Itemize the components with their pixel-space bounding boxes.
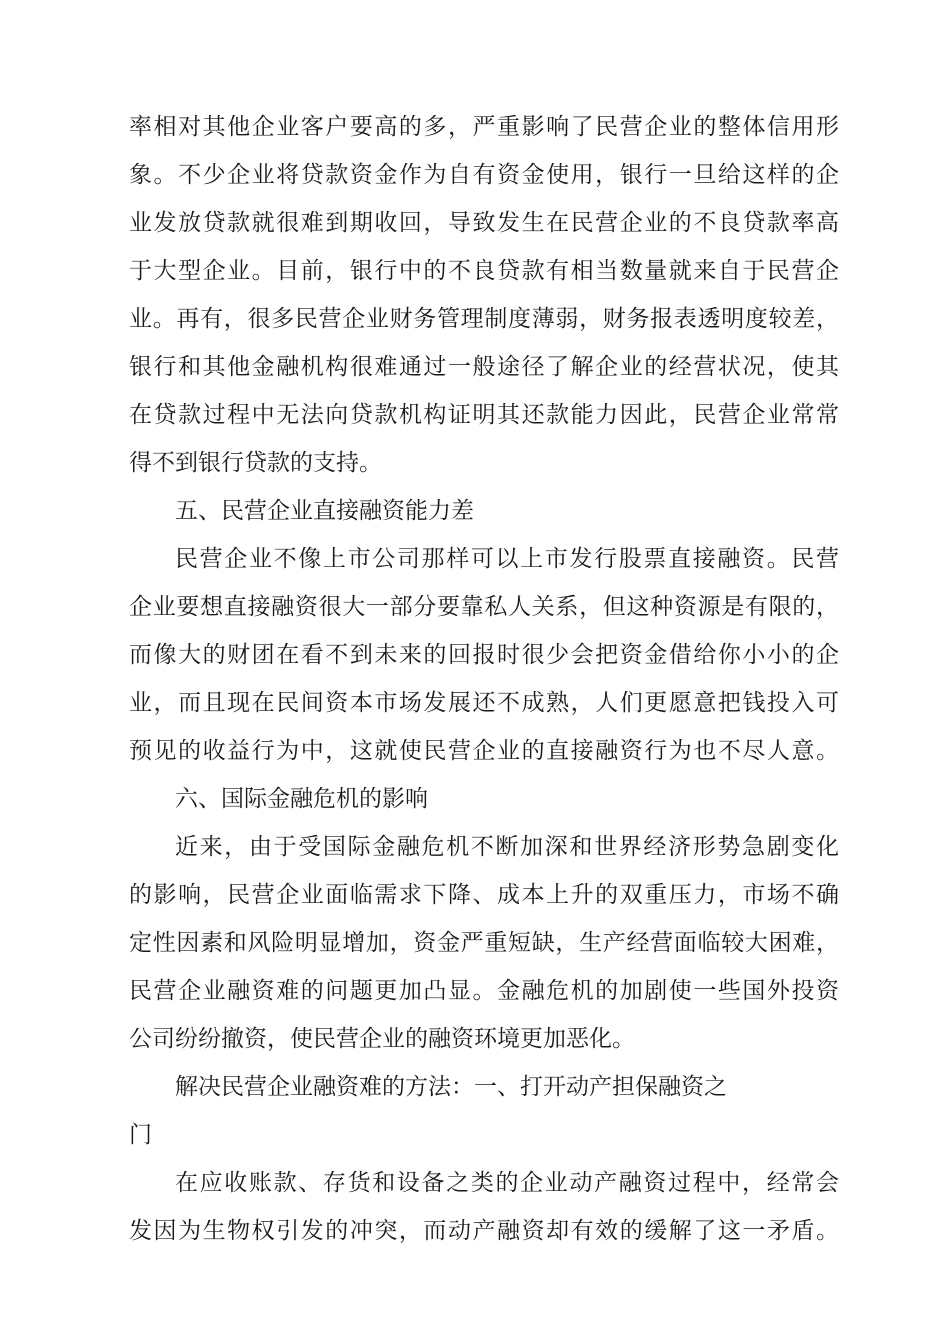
text-line-5: 业。再有，很多民营企业财务管理制度薄弱，财务报表透明度较差， xyxy=(129,306,839,332)
text-line-12: 而像大的财团在看不到未来的回报时很少会把资金借给你小小的企 xyxy=(129,642,839,668)
text-line-18: 定性因素和风险明显增加，资金严重短缺，生产经营面临较大困难， xyxy=(129,930,839,956)
text-line-6: 银行和其他金融机构很难通过一般途径了解企业的经营状况，使其 xyxy=(129,354,839,380)
text-line-7: 在贷款过程中无法向贷款机构证明其还款能力因此，民营企业常常 xyxy=(129,402,839,428)
text-line-14: 预见的收益行为中，这就使民营企业的直接融资行为也不尽人意。 xyxy=(129,738,839,764)
section-heading-solutions: 解决民营企业融资难的方法：一、打开动产担保融资之 xyxy=(175,1074,727,1100)
text-line-11: 企业要想直接融资很大一部分要靠私人关系，但这种资源是有限的， xyxy=(129,594,839,620)
text-line-16: 近来，由于受国际金融危机不断加深和世界经济形势急剧变化 xyxy=(175,834,839,860)
text-line-17: 的影响，民营企业面临需求下降、成本上升的双重压力，市场不确 xyxy=(129,882,839,908)
text-line-8: 得不到银行贷款的支持。 xyxy=(129,450,382,476)
text-line-20: 公司纷纷撤资，使民营企业的融资环境更加恶化。 xyxy=(129,1026,635,1052)
section-heading-6: 六、国际金融危机的影响 xyxy=(175,786,428,812)
text-line-10: 民营企业不像上市公司那样可以上市发行股票直接融资。民营 xyxy=(175,546,839,572)
text-line-24: 发因为生物权引发的冲突，而动产融资却有效的缓解了这一矛盾。 xyxy=(129,1218,839,1244)
text-line-4: 于大型企业。目前，银行中的不良贷款有相当数量就来自于民营企 xyxy=(129,258,839,284)
text-line-1: 率相对其他企业客户要高的多，严重影响了民营企业的整体信用形 xyxy=(129,114,839,140)
text-line-3: 业发放贷款就很难到期收回，导致发生在民营企业的不良贷款率高 xyxy=(129,210,839,236)
text-line-23: 在应收账款、存货和设备之类的企业动产融资过程中，经常会 xyxy=(175,1170,839,1196)
text-line-22: 门 xyxy=(129,1122,152,1148)
text-line-13: 业，而且现在民间资本市场发展还不成熟，人们更愿意把钱投入可 xyxy=(129,690,839,716)
text-line-19: 民营企业融资难的问题更加凸显。金融危机的加剧使一些国外投资 xyxy=(129,978,839,1004)
text-line-2: 象。不少企业将贷款资金作为自有资金使用，银行一旦给这样的企 xyxy=(129,162,839,188)
document-body xyxy=(129,103,839,1255)
section-heading-5: 五、民营企业直接融资能力差 xyxy=(175,498,474,524)
